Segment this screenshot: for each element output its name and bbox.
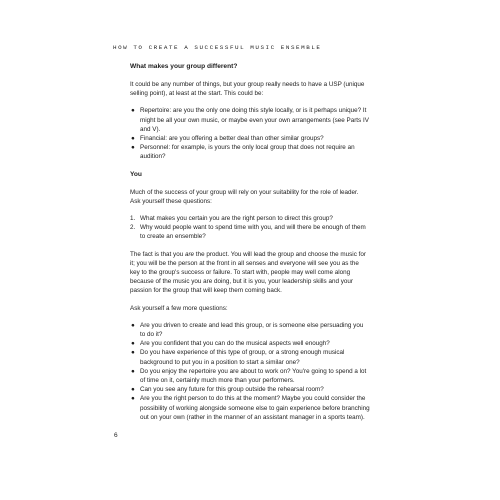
bullet-icon: ● [131,367,135,375]
list-item: ● Personnel: for example, is yours the only local group that does not require an audition? [131,144,355,161]
bullet-icon: ● [131,349,135,357]
list-item: ● Are you the right person to do this at the moment? Maybe you could consider the possibility of working alongside someone else to gain experience before branching out on your own (rather in the manner of an assistant manager in a sports team). [131,395,370,421]
paragraph-product: The fact is that you are the product. You will lead the group and choose the music for it; you will be the person at the front in all senses and everyone will see you as the key to the group's success or failure. To start with, people may well come along because of the music you are doing, but it is you, your leadership skills and your passion for the group that will keep them coming back. [130,250,366,295]
list-item: ● Are you confident that you can do the musical aspects well enough? [131,340,330,348]
paragraph-ask-more: Ask yourself a few more questions: [130,304,228,312]
bullet-icon: ● [131,135,135,143]
list-item: ● Do you have experience of this type of group, or a strong enough musical background to put you in a position to start a similar one? [131,349,345,366]
question-numbered-list [130,214,370,242]
bullet-icon: ● [131,144,135,152]
list-item: ● Can you see any future for this group outside the rehearsal room? [131,386,324,394]
paragraph-usp: It could be any number of things, but your group really needs to have a USP (unique selling point), at least at the start. This could be: [130,81,365,98]
section-heading-different: What makes your group different? [130,63,238,70]
running-head: HOW TO CREATE A SUCCESSFUL MUSIC ENSEMBLE [113,44,322,51]
bullet-icon: ● [131,386,135,394]
bullet-icon: ● [131,395,135,403]
bullet-icon: ● [131,340,135,348]
section-heading-you: You [130,170,142,178]
list-item: ● Do you enjoy the repertoire you are about to work on? You're going to spend a lot of time on it, certainly much more than your performers. [131,367,367,385]
page-number: 6 [114,432,118,439]
bullet-icon: ● [131,107,135,115]
list-item: 1. What makes you certain you are the right person to direct this group? [130,215,333,223]
bullet-icon: ● [131,321,135,329]
page-body [130,62,370,422]
list-item: ● Are you driven to create and lead this group, or is someone else persuading you to do it? [131,321,364,339]
list-item: ● Financial: are you offering a better deal than other similar groups? [131,135,324,143]
question-bullet-list [130,321,370,422]
paragraph-leader: Much of the success of your group will rely on your suitability for the role of leader. Ask yourself these questions: [130,188,359,205]
list-item: ● Repertoire: are you the only one doing this style locally, or is it perhaps unique? It might be all your own music, or maybe even your own arrangements (see Parts IV and V). [131,107,369,133]
list-item: 2. Why would people want to spend time with you, and will there be enough of them to create an ensemble? [130,224,366,241]
usp-bullet-list [130,106,370,161]
